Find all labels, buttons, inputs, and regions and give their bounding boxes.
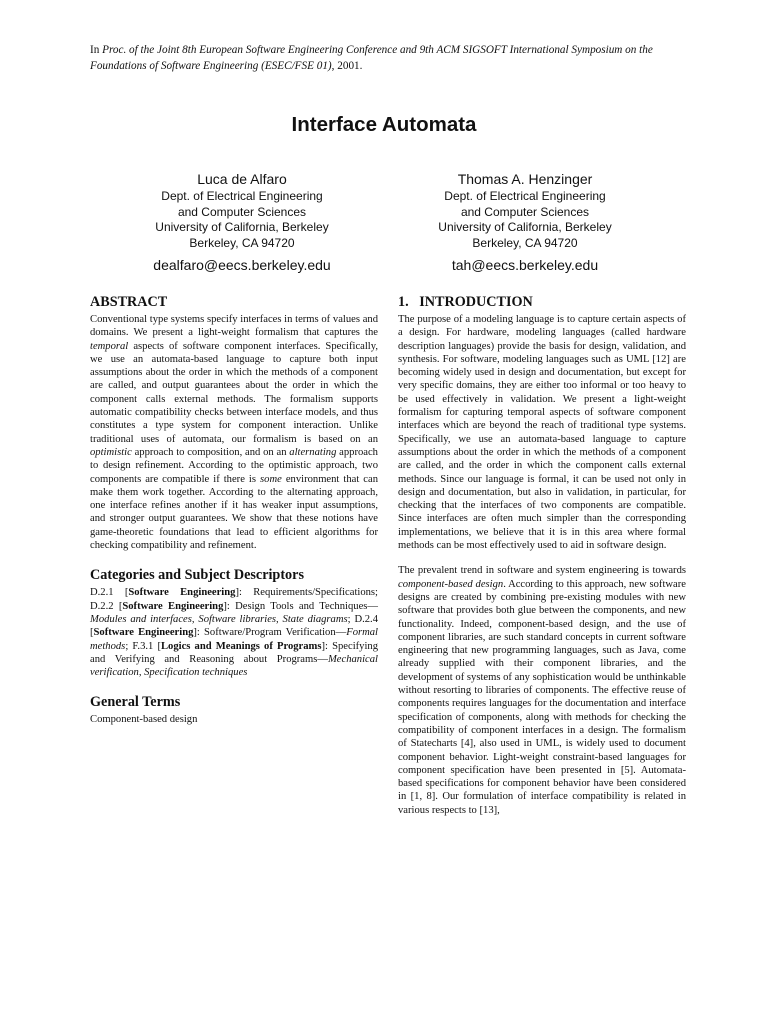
- author-university: University of California, Berkeley: [438, 220, 612, 234]
- emphasis: alternating: [289, 446, 337, 458]
- category-term: Software Engineering: [122, 600, 224, 612]
- text-run: approach to composition, and on an: [131, 446, 290, 458]
- text-run: ; F.3.1 [: [125, 640, 161, 652]
- text-run: environment that can make them work together. According to the alternating approach, one interface refines another if it has weaker input assumptions, and stronger output guarantees. We show that these notions have game-theoretic foundations that lead to efficient algorithms for checking compatibility and refinement.: [90, 473, 379, 552]
- abstract-heading: ABSTRACT: [90, 294, 168, 310]
- text-run: aspects of software component interfaces. Specifically, we use an automata-based language to capture both input assumptions about the order in which the methods of a component are called, and output guarantees about the order in which the component calls external methods. The formalism supports automatic compatibility checks between interface models, and thus constitutes a type system for component interaction. Unlike traditional uses of automata, our formalism is based on an: [90, 340, 378, 445]
- categories-heading: Categories and Subject Descriptors: [90, 567, 304, 584]
- category-term: Software Engineering: [93, 627, 194, 639]
- author-email: dealfaro@eecs.berkeley.edu: [153, 257, 331, 273]
- text-run: ]: Requirements/Specifications; D.2.2 [: [90, 587, 378, 612]
- author-dept: Dept. of Electrical Engineering: [444, 189, 606, 203]
- emphasis: some: [260, 473, 282, 485]
- paper-title: Interface Automata: [291, 113, 477, 136]
- venue-suffix: , 2001.: [331, 60, 363, 72]
- right-column: [398, 293, 686, 817]
- author-dept: Dept. of Electrical Engineering: [161, 189, 323, 203]
- text-run: Conventional type systems specify interfaces in terms of values and domains. We present a light-weight formalism that captures the: [90, 314, 378, 339]
- abstract-text: [90, 313, 378, 552]
- venue-prefix: In: [90, 44, 103, 56]
- author-university: University of California, Berkeley: [155, 220, 329, 234]
- left-column: [90, 293, 378, 727]
- category-term: Software Engineering: [128, 587, 236, 599]
- emphasis: Modules and interfaces, Software libraries, State diagrams: [90, 613, 348, 625]
- author-block: [117, 170, 367, 274]
- author-name: Thomas A. Henzinger: [457, 171, 593, 187]
- spacer: [398, 552, 686, 564]
- emphasis: component-based design: [398, 578, 504, 590]
- text-run: D.2.1 [: [90, 587, 129, 599]
- text-run: ]: Specifying and Verifying and Reasoning about Programs—: [90, 640, 378, 665]
- author-dept-2: and Computer Sciences: [460, 204, 590, 219]
- venue-proceedings: Proc. of the Joint 8th European Software Engineering Conference and 9th ACM SIGSOFT International Symposium on the Foundations of Software Engineering (ESEC/FSE 01): [90, 44, 653, 72]
- author-name: Luca de Alfaro: [197, 171, 287, 187]
- text-run: The prevalent trend in software and system engineering is towards: [398, 565, 686, 577]
- introduction-paragraph-2: [398, 564, 686, 817]
- text-run: ; D.2.4 [: [90, 613, 378, 639]
- general-terms-heading: General Terms: [90, 694, 181, 711]
- introduction-paragraph-1: The purpose of a modeling language is to capture certain aspects of a design. For hardware, modeling languages (called hardware description languages) provide the basis for design, validation, and synthesis. For software, modeling languages such as UML [12] are becoming widely used in design and documentation, but except for very specific domains, they are either too informal or too heavy to be used effectively in validation. We present a light-weight formalism for capturing temporal aspects of software component interfaces which are beyond the reach of traditional type systems. Specifically, we use an automata-based language to capture assumptions about the order in which the methods of a component are called, and the order in which the component calls external methods. Since our language is formal, it can be used not only in design and documentation, but also in validation, in particular, for checking that the interfaces of two components are compatible. Since interfaces are often much simpler than the corresponding implementations, we believe that it is in this area where formal methods can be most effectively used to aid in software design.: [398, 314, 686, 552]
- spacer: [90, 679, 378, 693]
- categories-text: [90, 586, 378, 679]
- author-city: Berkeley, CA 94720: [189, 235, 295, 250]
- text-run: ]: Software/Program Verification—: [193, 627, 347, 639]
- emphasis: Mechanical verification, Specification techniques: [90, 653, 378, 679]
- author-email: tah@eecs.berkeley.edu: [451, 257, 599, 273]
- text-run: approach to design refinement. According to the optimistic approach, two components are compatible if there is: [90, 446, 378, 485]
- category-term: Logics and Meanings of Programs: [160, 640, 322, 652]
- text-run: ]: Design Tools and Techniques—: [223, 600, 378, 612]
- text-run: . According to this approach, new software designs are created by combining pre-existing modules with new software that provides both glue between the components, and new functionality. Indeed, component-based design, and the use of component libraries, are such standard concepts in current software engineering that new programming languages, such as Java, come already supplied with their component libraries, and the development of systems of any sophistication would be unthinkable without resorting to libraries of components. The effective reuse of components requires languages for the documentation and interface specification of components, along with methods for checking the compatibility of component interfaces in a design. The formalism of Statecharts [4], also used in UML, is widely used to document component behavior. Light-weight constraint-based languages for component specification have been presented in [5]. Automata-based specifications for component behavior have been considered in [1, 8]. Our formulation of interface compatibility is related in various respects to [13],: [398, 578, 686, 816]
- emphasis: Formal methods: [90, 627, 378, 652]
- spacer: [90, 552, 378, 566]
- emphasis: optimistic: [90, 446, 132, 458]
- introduction-heading: 1. INTRODUCTION: [398, 294, 533, 310]
- author-city: Berkeley, CA 94720: [472, 235, 578, 250]
- author-block: [400, 170, 650, 274]
- venue-note: [90, 42, 690, 74]
- general-terms-text: Component-based design: [90, 714, 198, 726]
- author-dept-2: and Computer Sciences: [177, 204, 307, 219]
- emphasis: temporal: [90, 340, 129, 352]
